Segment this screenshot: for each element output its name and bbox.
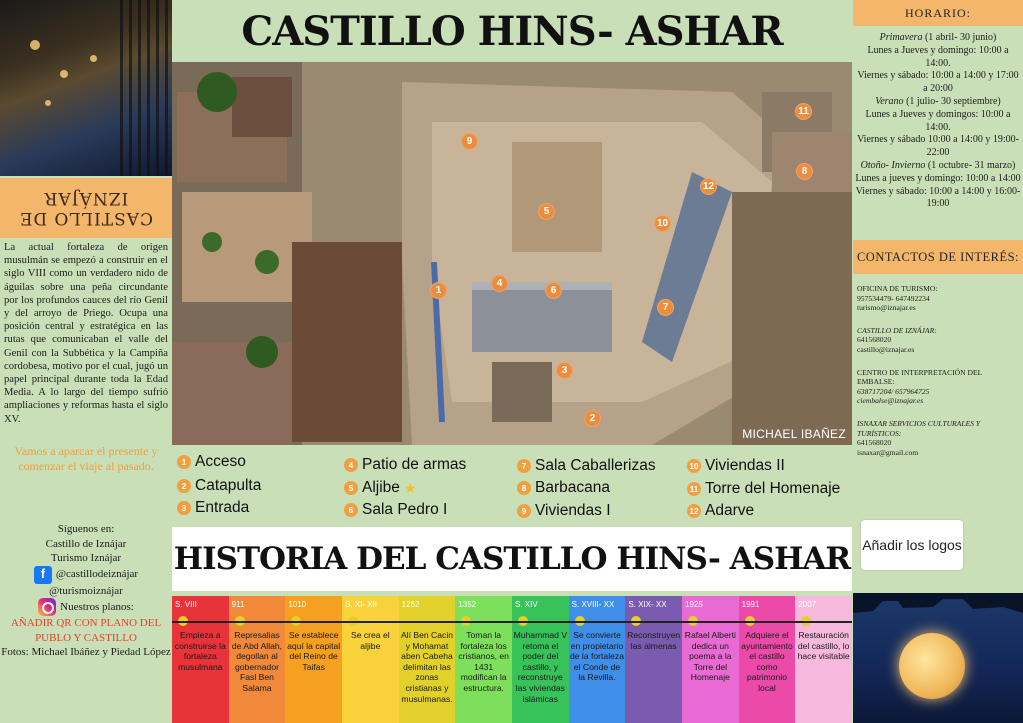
castillo-iznajar-heading	[0, 178, 172, 238]
timeline-line	[172, 621, 852, 623]
photo-credits: Fotos: Michael Ibáñez y Piedad López	[1, 646, 171, 658]
otono-title	[855, 160, 1021, 173]
moon-photo	[853, 593, 1023, 723]
legend-label: Patio de armas	[362, 456, 467, 473]
timeline-year: S. XIX- XX	[628, 600, 667, 609]
qr-note: AÑADIR QR CON PLANO DEL PUBLO Y CASTILLO	[10, 617, 162, 644]
legend-number: 2	[177, 479, 191, 493]
legend-label: Aljibe	[362, 479, 400, 496]
legend-number: 7	[517, 459, 531, 473]
contact-isnaxar	[857, 419, 1021, 457]
timeline-year: S. XI- XII	[345, 600, 378, 609]
legend-label: Viviendas II	[705, 457, 785, 474]
legend-number: 6	[344, 503, 358, 517]
heading-line-1: CASTILLO DE	[19, 208, 153, 228]
contact-email[interactable]: castillo@iznajar.es	[857, 344, 915, 354]
follow-turismo: Turismo Iznájar	[50, 552, 122, 564]
verano-line-1: Lunes a Jueves y domingos: 10:00 a 14:00.	[865, 108, 1011, 133]
legend-label: Barbacana	[535, 479, 610, 496]
contact-phone[interactable]: 638717204/ 657964725	[857, 386, 930, 396]
instagram-handle[interactable]: @turismoiznájar	[49, 584, 123, 597]
contact-title: CASTILLO DE IZNÁJAR:	[857, 325, 937, 335]
contacts-heading: CONTACTOS DE INTERÉS:	[853, 240, 1023, 274]
legend-label: Viviendas I	[535, 502, 611, 519]
legend-label: Torre del Homenaje	[705, 480, 841, 497]
legend-label: Entrada	[195, 499, 250, 516]
timeline-text: Represalias de Abd Allah, degollan al gobernador Fasl Ben Salama	[231, 630, 283, 693]
follow-castillo: Castillo de Iznájar	[45, 537, 127, 550]
timeline-item	[795, 596, 852, 723]
timeline-year: S. VIII	[175, 600, 197, 609]
legend-item	[687, 457, 785, 475]
verano-range: (1 julio- 30 septiembre)	[903, 95, 1001, 107]
legend-item	[517, 479, 610, 497]
legend-label: Sala Pedro I	[362, 501, 448, 518]
timeline-item	[399, 596, 456, 723]
primavera-range: (1 abril- 30 junio)	[922, 32, 997, 43]
otono-line-2: Viernes y sábado: 10:00 a 14:00 y 16:00- 19:00	[855, 185, 1021, 210]
facebook-icon: f	[34, 566, 52, 584]
legend-number: 10	[687, 459, 701, 473]
timeline-text: Se establece aquí la capital del Reino de Taifas	[287, 630, 341, 672]
star-icon: ★	[403, 479, 417, 496]
legend-number: 5	[344, 481, 358, 495]
timeline-item	[682, 596, 739, 723]
legend-item	[687, 480, 840, 498]
map-marker[interactable]: 8	[796, 163, 813, 180]
legend-item	[517, 502, 611, 520]
verano-season: Verano	[875, 95, 904, 107]
social-section	[0, 522, 172, 660]
legend-number: 11	[687, 482, 701, 496]
timeline-year: 1991	[741, 600, 760, 609]
legend-number: 1	[177, 455, 191, 469]
legend-number: 9	[517, 504, 531, 518]
contact-phone[interactable]: 957534479- 647492234	[857, 293, 930, 303]
follow-label: Síguenos en:	[57, 523, 115, 535]
map-marker[interactable]: 9	[461, 133, 478, 150]
contact-castillo	[857, 326, 1021, 355]
contact-phone[interactable]: 641568020	[857, 438, 892, 448]
map-legend	[172, 450, 852, 524]
timeline-year: 1010	[288, 600, 307, 609]
timeline-item	[569, 596, 626, 723]
map-marker[interactable]: 4	[491, 275, 508, 292]
otono-line-1: Lunes a jueves y domingo: 10:00 a 14:00	[855, 172, 1021, 184]
legend-number: 8	[517, 481, 531, 495]
verano-title	[855, 96, 1021, 109]
map-marker[interactable]: 1	[430, 282, 447, 299]
primavera-title	[855, 32, 1021, 45]
map-marker[interactable]: 3	[556, 362, 573, 379]
contact-email[interactable]: ciembalse@iznajar.es	[857, 396, 924, 406]
contact-title: CENTRO DE INTERPRETACIÓN DEL EMBALSE:	[857, 367, 983, 387]
legend-number: 12	[687, 504, 701, 518]
map-marker[interactable]: 11	[795, 103, 812, 120]
otono-range: (1 octubre- 31 marzo)	[925, 159, 1016, 171]
timeline-item	[625, 596, 682, 723]
map-marker[interactable]: 10	[654, 215, 671, 232]
map-marker[interactable]: 6	[545, 282, 562, 299]
timeline-text: Adquiere el ayuntamiento el castillo como patrimonio local	[741, 630, 793, 693]
timeline-year: 1262	[401, 600, 420, 609]
legend-item	[344, 479, 416, 497]
timeline-text: Restauración del castillo, lo hace visitable	[797, 630, 850, 662]
planos-label: Nuestros planos:	[60, 600, 134, 613]
legend-item	[177, 453, 246, 471]
timeline-text: Reconstruyen las almenas	[627, 630, 681, 651]
facebook-handle[interactable]: @castillodeiznájar	[55, 568, 139, 581]
legend-item	[344, 456, 466, 474]
top-left-photo	[0, 0, 172, 176]
timeline-text: Rafael Alberti dedica un poema a la Torre del Homenaje	[684, 630, 736, 683]
legend-item	[344, 501, 447, 519]
legend-label: Sala Caballerizas	[535, 457, 656, 474]
history-title: HISTORIA DEL CASTILLO HINS- ASHAR	[173, 541, 851, 577]
legend-item	[517, 457, 656, 475]
contact-title: OFICINA DE TURISMO:	[857, 284, 938, 293]
primavera-season: Primavera	[879, 32, 923, 43]
legend-item	[687, 502, 754, 520]
contact-email[interactable]: isnaxar@gmail.com	[857, 447, 919, 457]
otono-season: Otoño- Invierno	[860, 159, 926, 171]
verano-line-2: Viernes y sábado 10:00 a 14:00 y 19:00- 22:00	[857, 134, 1019, 159]
timeline-item	[342, 596, 399, 723]
title-bar	[172, 0, 852, 62]
planos-row	[0, 598, 172, 616]
timeline-item	[172, 596, 229, 723]
timeline-year: S. XVIII- XX	[571, 600, 615, 609]
intro-text: La actual fortaleza de origen musulmán se empezó a construir en el siglo VIII como un verdadero nido de águilas sobre una peña circundante por los profundos cauces del río Genil y del arroyo de Priego. Ocupa una posición central y estratégica en las rutas que comunicaban el valle del Genil con la Subbética y la Campiña cordobesa, motivo por el cual, jugó un papel principal durante toda la Edad Media. A lo largo del tiempo sufrió ampliaciones y reformas hasta el siglo XV.	[4, 242, 168, 425]
map-marker[interactable]: 2	[584, 410, 601, 427]
map-marker[interactable]: 7	[657, 299, 674, 316]
timeline-item	[229, 596, 286, 723]
map-marker[interactable]: 12	[700, 178, 717, 195]
instagram-icon	[38, 598, 56, 616]
legend-number: 4	[344, 458, 358, 472]
aerial-drawing	[172, 62, 852, 445]
timeline-item	[512, 596, 569, 723]
legend-label: Adarve	[705, 502, 755, 519]
timeline-text: Se convierte en propietario de la fortaleza el Conde de la Revilla.	[569, 630, 624, 683]
facebook-row[interactable]	[0, 566, 172, 584]
history-title-bar	[172, 527, 852, 591]
timeline-item	[455, 596, 512, 723]
aerial-castle-photo	[172, 62, 852, 445]
photo-credit: MICHAEL IBAÑEZ	[742, 427, 846, 441]
timeline-text: Se crea el aljibe	[350, 630, 390, 651]
timeline-year: 1925	[685, 600, 703, 609]
contact-title: ISNAXAR SERVICIOS CULTURALES Y TURÍSTICOS:	[857, 418, 981, 438]
contact-centro	[857, 368, 1021, 406]
contacts-list	[857, 284, 1021, 470]
map-marker[interactable]: 5	[538, 203, 555, 220]
contact-oficina	[857, 284, 1021, 313]
timeline-year: 911	[231, 600, 245, 609]
timeline-text: Alí Ben Cacin y Mohamat aben Cabeha delimitan las zonas cristianas y musulmanas.	[400, 630, 454, 704]
heading-line-2: IZNÁJAR	[43, 188, 129, 208]
legend-label: Catapulta	[195, 477, 262, 494]
legend-item	[177, 499, 249, 517]
timeline-text: Toman la fortaleza los cristianos, en 1431 modifican la estructura.	[458, 630, 509, 693]
legend-label: Acceso	[195, 453, 246, 470]
instagram-row[interactable]	[0, 584, 172, 599]
page-title: CASTILLO HINS- ASHAR	[241, 7, 783, 55]
moon-orb	[899, 633, 965, 699]
castillo-iznajar-heading-box	[0, 178, 172, 238]
call-to-action: Vamos a aparcar el presente y comenzar el viaje al pasado.	[14, 444, 158, 473]
timeline-item	[739, 596, 796, 723]
timeline-item	[285, 596, 342, 723]
contact-email[interactable]: turismo@iznajar.es	[857, 303, 916, 313]
timeline-text: Muhammad V retoma el poder del castillo, y reconstruye las viviendas islámicas	[513, 630, 568, 704]
legend-number: 3	[177, 501, 191, 515]
timeline-year: S. XIV	[515, 600, 538, 609]
timeline-text: Empieza a construirse la fortaleza musulmana	[174, 630, 226, 672]
primavera-line-1: Lunes a Jueves y domingo: 10:00 a 14:00.	[867, 44, 1009, 69]
horario-heading: HORARIO:	[853, 0, 1023, 26]
add-logos-button[interactable]: Añadir los logos	[861, 520, 963, 570]
primavera-line-2: Viernes y sábado: 10:00 a 14:00 y 17:00 a 20:00	[857, 70, 1019, 95]
timeline-year: 1352	[458, 600, 477, 609]
horario-text	[855, 32, 1021, 211]
contact-phone[interactable]: 641568020	[857, 335, 892, 345]
timeline-year: 2007	[798, 600, 817, 609]
legend-item	[177, 477, 261, 495]
